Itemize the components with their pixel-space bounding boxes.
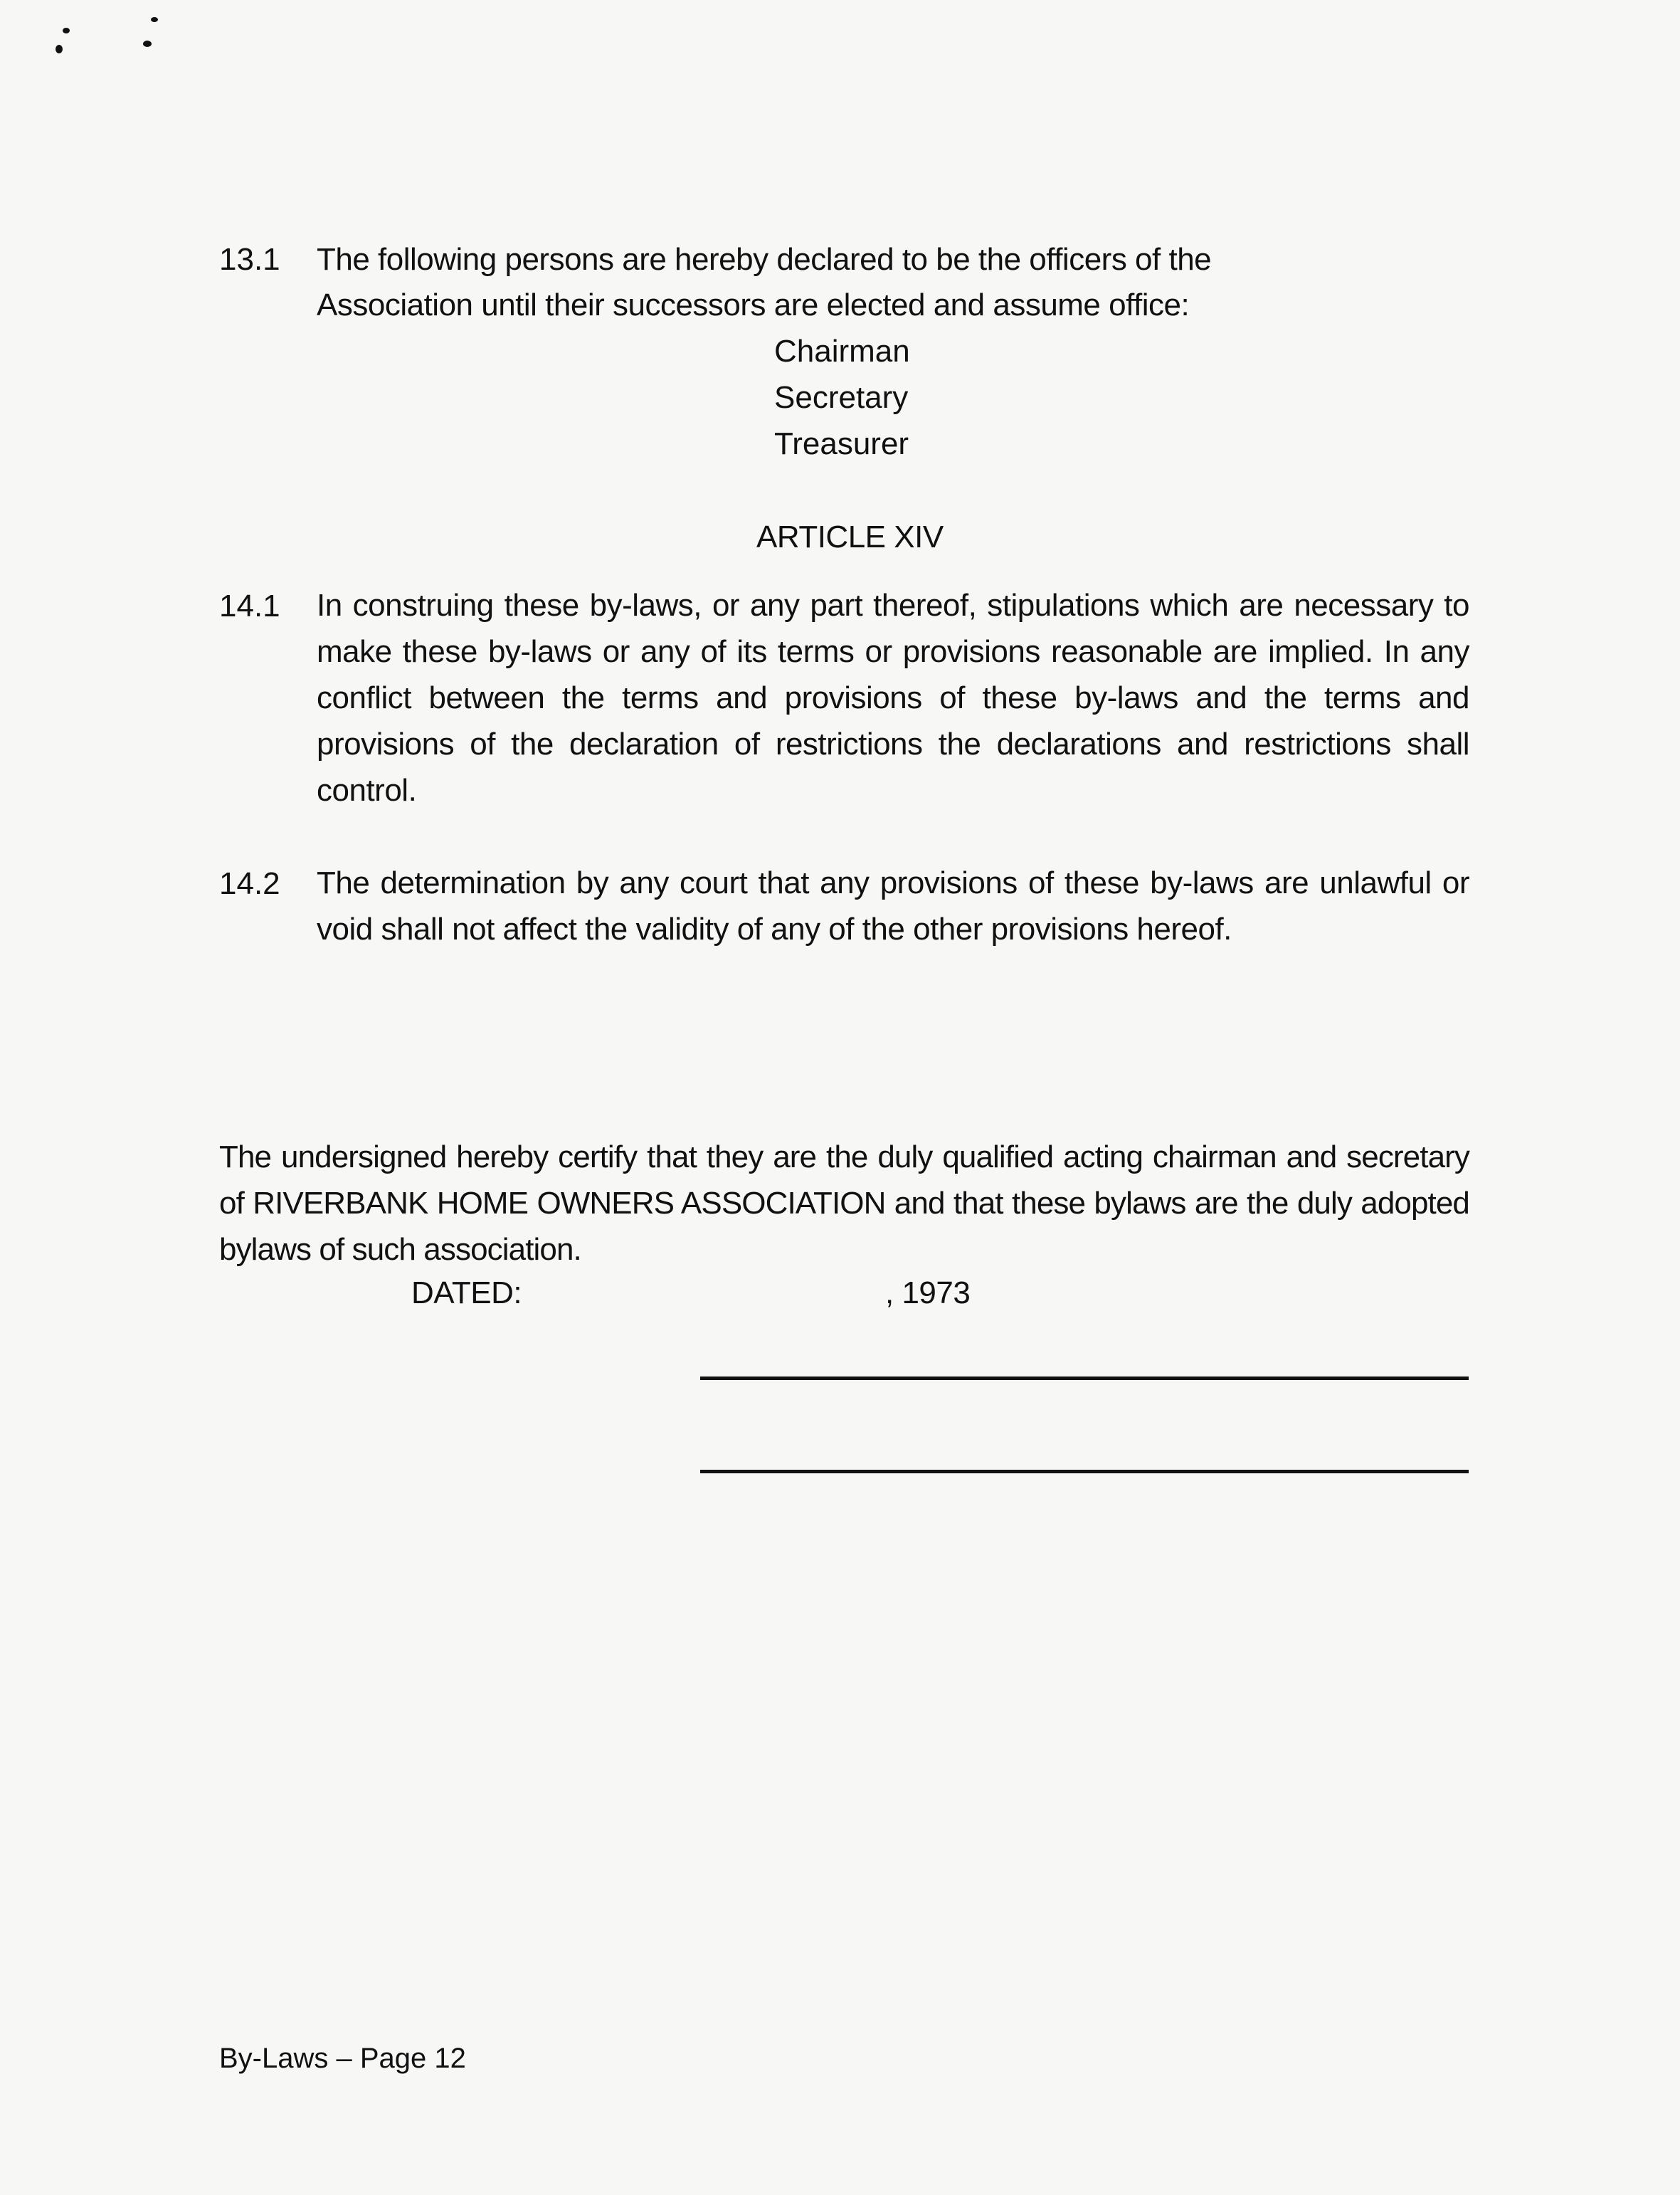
dated-label: DATED: xyxy=(411,1275,522,1310)
page-footer: By-Laws – Page 12 xyxy=(219,2043,466,2074)
officer-title-chairman: Chairman xyxy=(774,334,910,369)
certification-text: The undersigned hereby certify that they are the duly qualified acting chairman and secretary of RIVERBANK HOME OWNERS ASSOCIATION and that these bylaws are the duly adopted bylaws of such association. xyxy=(219,1139,1469,1267)
article-heading: ARTICLE XIV xyxy=(756,520,944,554)
scan-speck xyxy=(56,45,63,53)
section-14-2-text: The determination by any court that any provisions of these by-laws are unlawful or void shall not affect the validity of any of the other provisions hereof. xyxy=(317,865,1469,947)
officer-title-treasurer: Treasurer xyxy=(774,426,909,461)
scan-speck xyxy=(151,17,158,22)
section-13-1-line-2: Association until their successors are elected and assume office: xyxy=(317,288,1190,322)
signature-line-secretary xyxy=(700,1470,1469,1473)
section-14-1-text: In construing these by-laws, or any part thereof, stipulations which are necessary to make these by-laws or any of its terms or provisions reasonable are implied. In any conflict between the terms and provisions of these by-laws and the terms and provisions of the declaration of restrictions the declarations and restrictions shall control. xyxy=(317,588,1469,808)
dated-year: , 1973 xyxy=(885,1275,971,1310)
section-number-14-1: 14.1 xyxy=(219,589,280,623)
scan-speck xyxy=(63,28,70,33)
section-number-14-2: 14.2 xyxy=(219,866,280,901)
officer-title-secretary: Secretary xyxy=(774,380,909,415)
section-number-13-1: 13.1 xyxy=(219,242,280,277)
section-13-1-line-1: The following persons are hereby declared to be the officers of the xyxy=(317,242,1212,277)
scan-speck xyxy=(143,41,152,47)
signature-line-chairman xyxy=(700,1377,1469,1380)
